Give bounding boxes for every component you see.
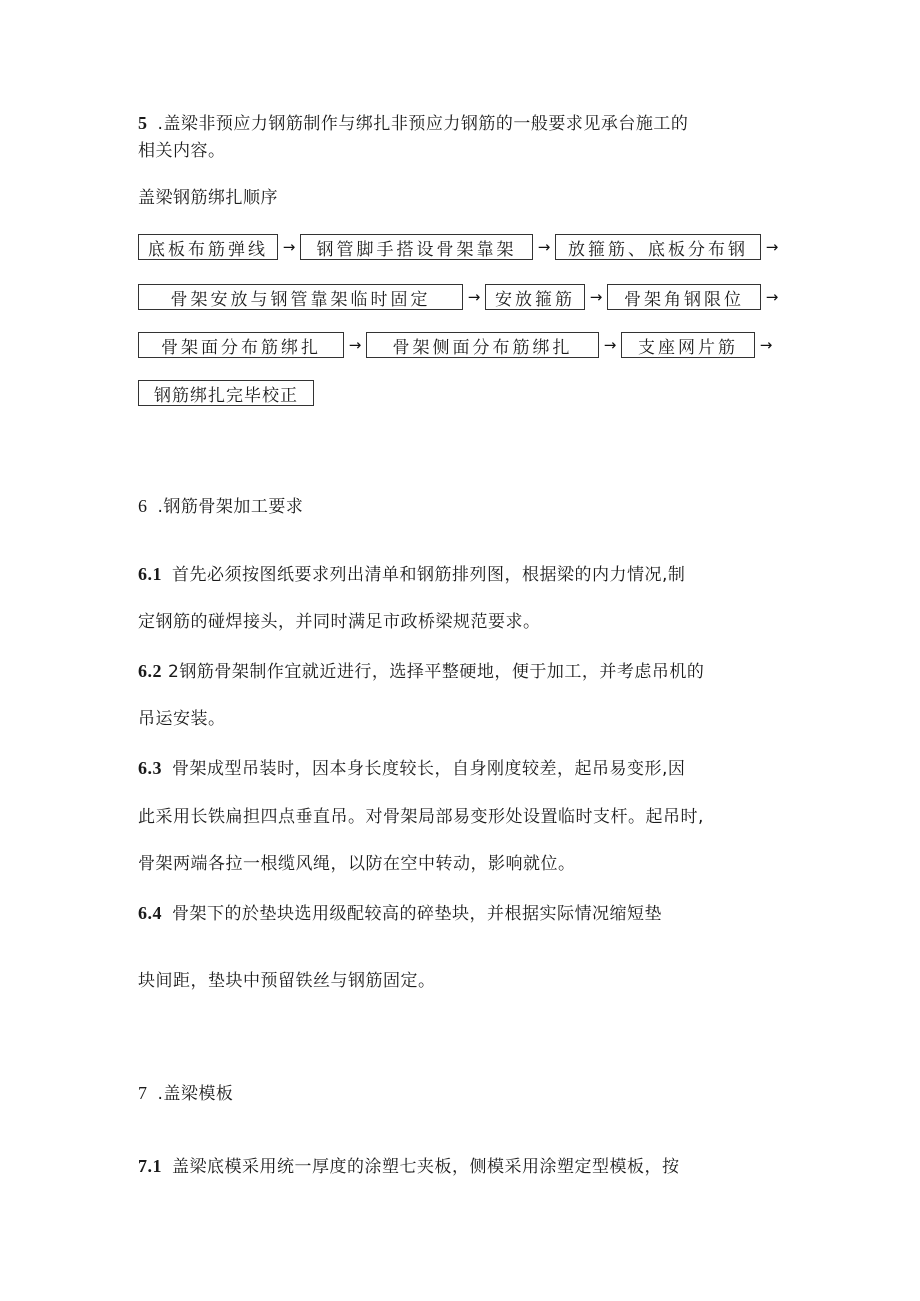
para-6-3-line3: 骨架两端各拉一根缆风绳，以防在空中转动，影响就位。 (138, 854, 576, 874)
section-number: 5 (138, 113, 148, 133)
flow-step: 放箍筋、底板分布钢 (555, 234, 761, 260)
para-6-4-line1: 6.4 骨架下的於垫块选用级配较高的碎垫块，并根据实际情况缩短垫 (138, 903, 662, 924)
para-7-1-line1: 7.1 盖梁底模采用统一厚度的涂塑七夹板，侧模采用涂塑定型模板，按 (138, 1156, 680, 1177)
para-number: 6.4 (138, 903, 162, 923)
flow-title: 盖梁钢筋绑扎顺序 (138, 188, 278, 208)
arrow-icon: → (537, 238, 551, 256)
para-6-3-line1: 6.3 骨架成型吊装时，因本身长度较长，自身刚度较差，起吊易变形,因 (138, 758, 686, 779)
para-number: 6.1 (138, 564, 162, 584)
arrow-icon: → (467, 288, 481, 306)
para-6-3-line2: 此采用长铁扁担四点垂直吊。对骨架局部易变形处设置临时支杆。起吊时, (138, 807, 704, 827)
para-number: 7.1 (138, 1156, 162, 1176)
para-6-1-line1: 6.1 首先必须按图纸要求列出清单和钢筋排列图，根据梁的内力情况,制 (138, 564, 686, 585)
flow-step: 钢筋绑扎完毕校正 (138, 380, 314, 406)
arrow-icon: → (759, 336, 773, 354)
section-number: 6 (138, 496, 148, 516)
section5-line2: 相关内容。 (138, 141, 226, 161)
arrow-icon: → (765, 288, 779, 306)
flow-row-4 (138, 378, 314, 408)
section7-heading: 7 .盖梁模板 (138, 1083, 234, 1104)
flow-step: 骨架安放与钢管靠架临时固定 (138, 284, 463, 310)
arrow-icon: → (589, 288, 603, 306)
section5-line1: 5 .盖梁非预应力钢筋制作与绑扎非预应力钢筋的一般要求见承台施工的 (138, 113, 689, 134)
para-6-2-line2: 吊运安装。 (138, 709, 226, 729)
flow-row-2 (138, 282, 783, 312)
flow-step: 钢管脚手搭设骨架靠架 (300, 234, 533, 260)
arrow-icon: → (603, 336, 617, 354)
flow-step: 底板布筋弹线 (138, 234, 278, 260)
flow-step: 安放箍筋 (485, 284, 585, 310)
section6-heading: 6 .钢筋骨架加工要求 (138, 496, 304, 517)
para-6-1-line2: 定钢筋的碰焊接头，并同时满足市政桥梁规范要求。 (138, 612, 541, 632)
arrow-icon: → (765, 238, 779, 256)
para-6-4-line2: 块间距，垫块中预留铁丝与钢筋固定。 (138, 971, 436, 991)
section-number: 7 (138, 1083, 148, 1103)
flow-step: 骨架角钢限位 (607, 284, 761, 310)
para-number: 6.2 (138, 661, 162, 681)
para-6-2-line1: 6.2 2钢筋骨架制作宜就近进行，选择平整硬地，便于加工，并考虑吊机的 (138, 661, 705, 682)
flow-row-3 (138, 330, 777, 360)
arrow-icon: → (348, 336, 362, 354)
arrow-icon: → (282, 238, 296, 256)
flow-step: 骨架侧面分布筋绑扎 (366, 332, 599, 358)
flow-step: 支座网片筋 (621, 332, 755, 358)
flow-row-1 (138, 232, 783, 262)
flow-step: 骨架面分布筋绑扎 (138, 332, 344, 358)
para-number: 6.3 (138, 758, 162, 778)
